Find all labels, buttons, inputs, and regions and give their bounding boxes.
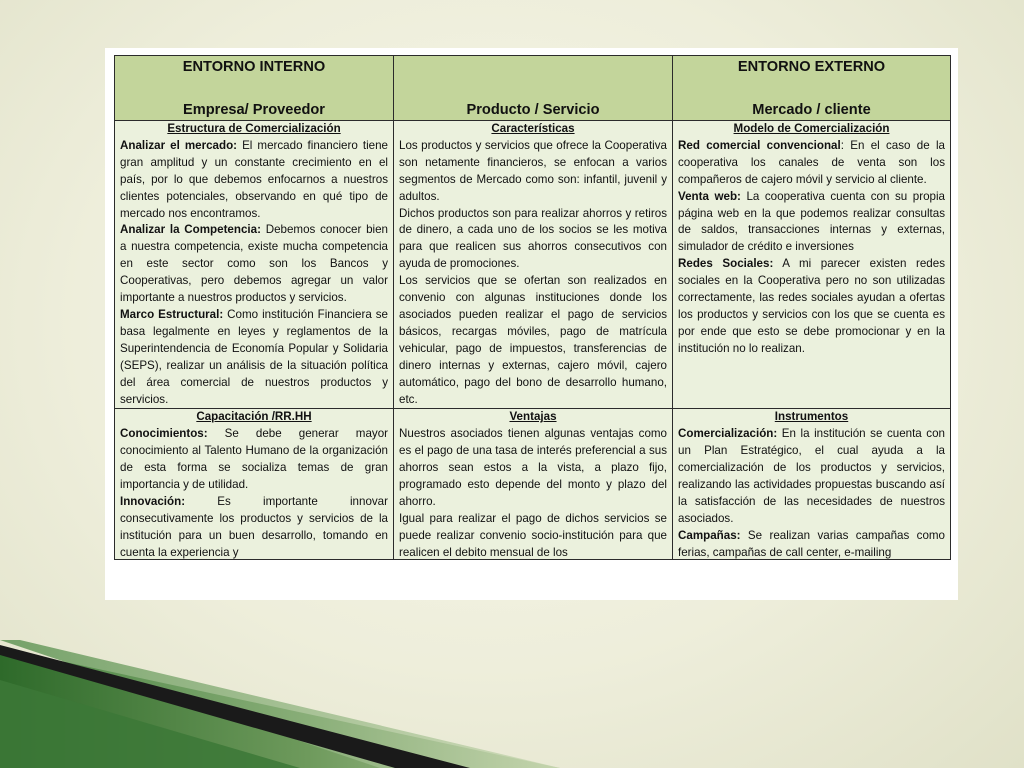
header-col2-bottom: Producto / Servicio xyxy=(466,102,600,119)
paragraph-text: Se debe generar mayor conocimiento al Talento Humano de la organización de esta forma se socializa temas de gran importancia y de utilidad. xyxy=(120,427,388,492)
paragraph-lead: Analizar la Competencia: xyxy=(120,223,261,237)
section-title: Modelo de Comercialización xyxy=(733,122,890,135)
paragraph-text: A mi parecer existen redes sociales en la Cooperativa pero no son utilizadas correctamente, las redes sociales ayudan a ofertas los productos y servicios con los que se cuenta es por ende que esto se debe promocionar y en la institución no lo realizan. xyxy=(678,257,945,355)
cell-instrumentos xyxy=(673,409,951,560)
paragraph xyxy=(399,206,667,274)
paragraph-text: Nuestros asociados tienen algunas ventajas como es el pago de una tasa de interés preferencial a sus ahorros sean estos a la vista, a plazo fijo, programado esto depende del monto y plazo del ahorro. xyxy=(399,427,667,508)
header-col1-bottom: Empresa/ Proveedor xyxy=(183,102,325,119)
paragraph-text: Debemos conocer bien a nuestra competencia, existe mucha competencia en este sector como son los Bancos y Cooperativas, pero debemos agregar un valor importante a nuestros productos y servicios. xyxy=(120,223,389,305)
paragraph xyxy=(678,528,945,560)
paragraph xyxy=(678,426,945,527)
header-col3-top: ENTORNO EXTERNO xyxy=(737,59,886,75)
paragraph-text: Igual para realizar el pago de dichos servicios se puede realizar convenio socio-institución para que realicen el debito mensual de los xyxy=(399,511,667,559)
cell-clip xyxy=(120,409,388,559)
section-title: Instrumentos xyxy=(774,410,849,424)
section-title: Estructura de Comercialización xyxy=(167,122,341,135)
paragraph-text: : En el caso de la cooperativa los canales de venta son los compañeros de cajero móvil y servicio al cliente. xyxy=(678,138,945,186)
paragraph-text: Dichos productos son para realizar ahorros y retiros de dinero, a cada uno de los socios se les motiva para que realicen sus ahorros consecutivos con ayuda de promociones. xyxy=(399,206,667,271)
paragraph-text: El mercado financiero tiene gran amplitud y un constante crecimiento en el país, por lo que debemos enfocarnos a nuestros clientes potenciales, observando en qué tipo de mercado nos encontramos. xyxy=(120,138,388,220)
paragraph-lead: Innovación: xyxy=(120,494,186,508)
section-title: Ventajas xyxy=(509,410,557,424)
table-row xyxy=(115,121,951,409)
paragraph-text: En la institución se cuenta con un Plan Estratégico, el cual ayuda a la comercialización de los productos y servicios, realizando las actividades propuestas buscando así la satisfacción de las necesidades de nuestros asociados. xyxy=(678,427,945,525)
paragraph-lead: Comercialización: xyxy=(678,427,778,441)
cell-clip xyxy=(399,409,667,559)
paragraph xyxy=(120,307,388,408)
paragraph-text: Como institución Financiera se basa legalmente en leyes y reglamentos de la Superintendencia de Economía Popular y Solidaria (SEPS), realizar un análisis de la situación política del área comercial de nuestros productos y servicios. xyxy=(120,307,388,406)
cell-clip xyxy=(678,409,945,559)
section-title: Capacitación /RR.HH xyxy=(196,410,312,424)
paragraph xyxy=(399,138,667,206)
cell-capacitacion xyxy=(115,409,394,560)
cell-modelo-comercializacion xyxy=(673,121,951,409)
table-row xyxy=(115,409,951,560)
cell-ventajas xyxy=(394,409,673,560)
paragraph-text: Se realizan varias campañas como ferias, campañas de call center, e-mailing xyxy=(678,528,945,559)
header-entorno-interno xyxy=(115,56,394,121)
paragraph xyxy=(678,138,945,189)
cell-estructura-comercializacion xyxy=(115,121,394,409)
comercializacion-table xyxy=(114,55,951,560)
paragraph xyxy=(399,426,667,511)
paragraph-text: La cooperativa cuenta con su propia página web en la que podemos realizar consultas de saldos, transacciones internas y externas, simulador de crédito e inversiones xyxy=(678,189,945,254)
paragraph-text: Los servicios que se ofertan son realizados en convenio con algunas instituciones donde los asociados pueden realizar el pago de servicios básicos, recargas móviles, pago de matrícula vehicular, pago de impuestos, transferencias de dinero internas y externas, cajero móvil, cajero automático, pago del bono de desarrollo humano, etc. xyxy=(399,274,667,406)
paragraph-lead: Red comercial convencional xyxy=(678,138,841,152)
paragraph xyxy=(120,222,388,307)
paragraph xyxy=(678,256,945,357)
paragraph-lead: Marco Estructural: xyxy=(120,307,224,321)
paragraph-lead: Venta web: xyxy=(678,189,741,203)
paragraph-lead: Conocimientos: xyxy=(120,427,208,441)
header-entorno-externo xyxy=(673,56,951,121)
paragraph xyxy=(120,426,388,494)
paragraph-text: Los productos y servicios que ofrece la Cooperativa son netamente financieros, se enfocan a varios segmentos de Mercado como son: infantil, juvenil y adultos. xyxy=(399,138,667,203)
paragraph xyxy=(120,494,388,559)
paragraph-lead: Analizar el mercado: xyxy=(120,138,238,152)
document-image xyxy=(105,48,958,600)
paragraph xyxy=(399,511,667,560)
paragraph-lead: Redes Sociales: xyxy=(678,257,774,271)
paragraph xyxy=(120,138,388,223)
green-stripe-light xyxy=(0,640,560,768)
black-stripe xyxy=(0,645,470,768)
paragraph-text: Es importante innovar consecutivamente los productos y servicios de la institución para un buen desarrollo, tomando en cuenta la experiencia y xyxy=(120,494,388,559)
section-title: Características xyxy=(491,122,575,135)
paragraph xyxy=(678,189,945,257)
header-col3-bottom: Mercado / cliente xyxy=(752,102,871,119)
paragraph xyxy=(399,273,667,408)
green-stripe-dark xyxy=(0,680,300,768)
header-col1-top: ENTORNO INTERNO xyxy=(182,59,326,75)
paragraph-lead: Campañas: xyxy=(678,528,741,542)
cell-caracteristicas xyxy=(394,121,673,409)
table-header-row xyxy=(115,56,951,121)
header-producto-servicio xyxy=(394,56,673,121)
green-stripe-large xyxy=(0,648,560,768)
